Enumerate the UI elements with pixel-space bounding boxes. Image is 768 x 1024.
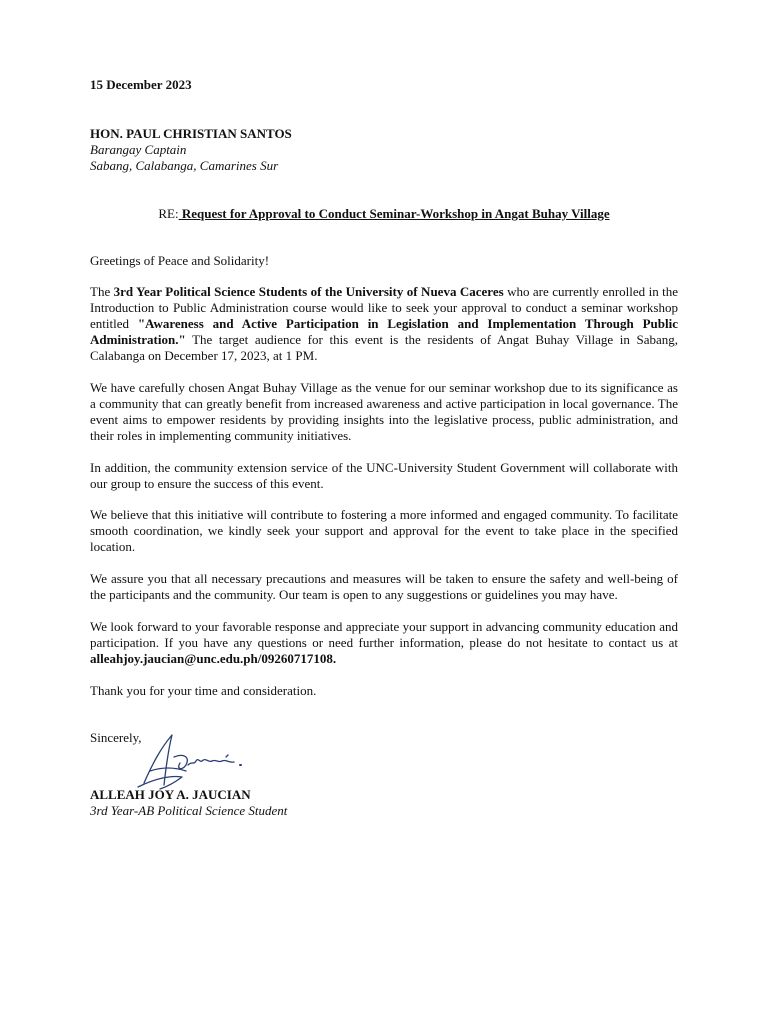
recipient-block xyxy=(90,126,678,174)
intro-seminar-title: "Awareness and Active Participation in Legislation and Implementation Through Public Administration." xyxy=(90,316,678,348)
subject-line xyxy=(90,206,678,222)
subject-label: RE: xyxy=(158,205,179,221)
recipient-address: Sabang, Calabanga, Camarines Sur xyxy=(90,157,279,173)
contact-text: We look forward to your favorable response and appreciate your support in advancing community education and participation. If you have any questions or need further information, please do not hesitate to contact us at xyxy=(90,618,678,650)
closing: Sincerely, xyxy=(90,729,142,745)
letter-date: 15 December 2023 xyxy=(90,77,192,92)
paragraph-contact xyxy=(90,619,678,667)
subject-text: Request for Approval to Conduct Seminar-Workshop in Angat Buhay Village xyxy=(178,205,610,221)
recipient-title: Barangay Captain xyxy=(90,141,187,157)
paragraph-initiative: We believe that this initiative will contribute to fostering a more informed and engaged community. To facilitate smooth coordination, we kindly seek your support and approval for the event to take place in the specified location. xyxy=(90,507,678,555)
intro-text-1: The xyxy=(90,284,114,300)
intro-students: 3rd Year Political Science Students of the University of Nueva Caceres xyxy=(113,284,504,300)
contact-details: alleahjoy.jaucian@unc.edu.ph/09260717108. xyxy=(90,650,337,666)
intro-text-3: The target audience for this event is the residents of Angat Buhay Village in Sabang, Calabanga on December 17, 2023, at 1 PM. xyxy=(90,332,678,364)
recipient-name: HON. PAUL CHRISTIAN SANTOS xyxy=(90,125,292,141)
greeting: Greetings of Peace and Solidarity! xyxy=(90,252,270,268)
intro-text-2: who are currently enrolled in the Introduction to Public Administration course would like to seek your approval to conduct a seminar workshop entitled xyxy=(90,284,678,332)
signer-title: 3rd Year-AB Political Science Student xyxy=(90,803,288,819)
signature-block xyxy=(90,787,678,819)
paragraph-venue: We have carefully chosen Angat Buhay Village as the venue for our seminar workshop due to its significance as a community that can greatly benefit from increased awareness and active participation in local governance. The event aims to empower residents by providing insights into the legislative process, public administration, and their roles in implementing community initiatives. xyxy=(90,379,678,443)
letter xyxy=(90,77,678,819)
signer-name: ALLEAH JOY A. JAUCIAN xyxy=(90,787,251,803)
paragraph-collaboration: In addition, the community extension service of the UNC-University Student Government will collaborate with our group to ensure the success of this event. xyxy=(90,459,678,491)
paragraph-safety: We assure you that all necessary precautions and measures will be taken to ensure the safety and well-being of the participants and the community. Our team is open to any suggestions or guidelines you may have. xyxy=(90,571,678,603)
paragraph-intro xyxy=(90,284,678,364)
paragraph-thanks: Thank you for your time and consideration. xyxy=(90,682,317,698)
